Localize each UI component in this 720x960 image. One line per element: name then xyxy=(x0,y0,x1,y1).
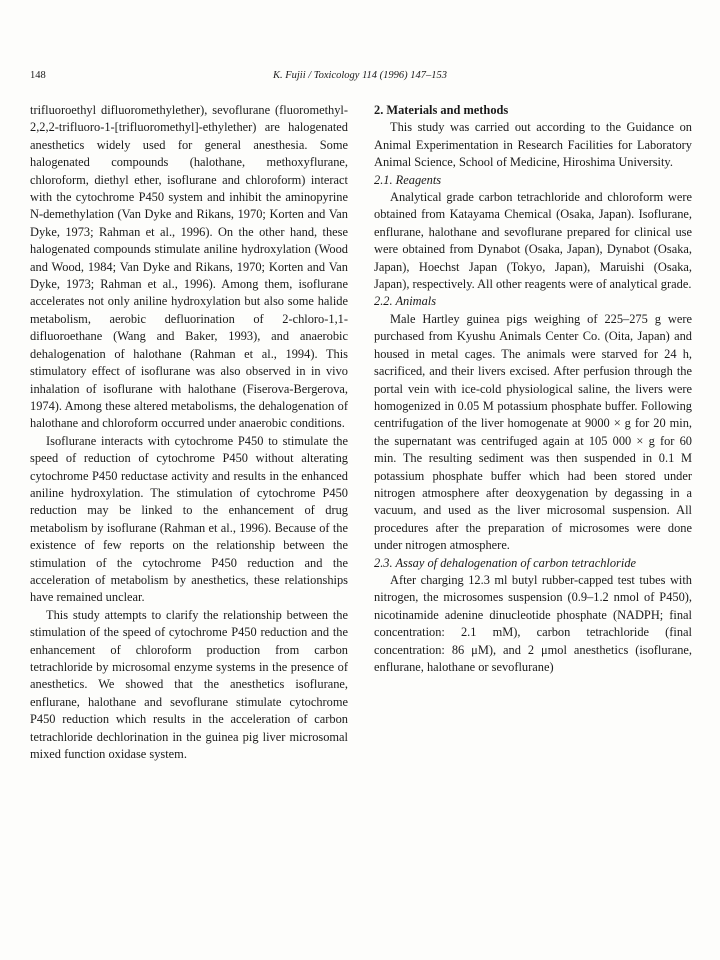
running-header xyxy=(30,70,690,86)
paragraph-ethics: This study was carried out according to the Guidance on Animal Experimentation in Research Facilities for Laboratory Animal Science, School of Medicine, Hiroshima University. xyxy=(374,120,692,170)
subsection-title-animals: 2.2. Animals xyxy=(374,294,437,309)
left-column xyxy=(30,102,348,763)
running-head: K. Fujii / Toxicology 114 (1996) 147–153 xyxy=(272,70,448,81)
page-number: 148 xyxy=(30,70,46,81)
paragraph-assay: After charging 12.3 ml butyl rubber-capped test tubes with nitrogen, the microsomes suspension (0.9–1.2 nmol of P450), nicotinamide adenine dinucleotide phosphate (NADPH; final concentration: 2.1 mM), carbon tetrachloride (final concentration: 86 μM), and 2 μmol anesthetics (isoflurane, enflurane, halothane or sevoflurane) xyxy=(374,572,692,674)
section-title-materials-methods: 2. Materials and methods xyxy=(374,103,509,117)
subsection-title-reagents: 2.1. Reagents xyxy=(374,172,442,187)
paragraph-animals: Male Hartley guinea pigs weighing of 225–275 g were purchased from Kyushu Animals Center Co. (Oita, Japan) and housed in metal cages. The animals were starved for 24 h, sacrificed, and their livers excised. After perfusion through the portal vein with ice-cold physiological saline, the livers were homogenized in 0.05 M potassium phosphate buffer. Following centrifugation of the liver homogenate at 9000 × g for 20 min, the supernatant was centrifuged again at 105 000 × g for 60 min. The resulting sediment was then suspended in 0.1 M potassium phosphate buffer which had been stored under nitrogen atmosphere after deoxygenation by degassing in a vacuum, and used as the liver microsomal suspension. All procedures after the preparation of microsomes were done under nitrogen atmosphere. xyxy=(374,311,692,553)
subsection-title-assay: 2.3. Assay of dehalogenation of carbon tetrachloride xyxy=(374,555,637,570)
paragraph-intro-continued: trifluoroethyl difluoromethylether), sevoflurane (fluoromethyl-2,2,2-trifluoro-1-[trifluoromethyl]-ethylether) are halogenated anesthetics widely used for general anesthesia. Some halogenated compounds (halothane, methoxyflurane, chloroform, diethyl ether, isoflurane and chloroform) interact with the cytochrome P450 system and inhibit the aminopyrine N-demethylation (Van Dyke and Rikans, 1970; Korten and Van Dyke, 1973; Rahman et al., 1996). On the other hand, these halogenated compounds stimulate aniline hydroxylation (Wood and Wood, 1984; Van Dyke and Rikans, 1970; Korten and Van Dyke, 1973; Rahman et al., 1996). Among them, isoflurane accelerates not only aniline hydroxylation but also some halide metabolism, aerobic defluorination of 2-chloro-1,1-difluoroethane (Wang and Baker, 1993), and anaerobic dehalogenation of halothane (Rahman et al., 1994). This stimulatory effect of isoflurane was also observed in in vivo inhalation of isoflurane with halothane (Fiserova-Bergerova, 1974). Among these altered metabolisms, the dehalogenation of halothane and chloroform occurred under anaerobic conditions. xyxy=(30,103,348,431)
paragraph-isoflurane-interaction: Isoflurane interacts with cytochrome P450 to stimulate the speed of reduction of cytochrome P450 without alterating cytochrome P450 reductase activity and results in the enhanced aniline hydroxylation. The stimulation of cytochrome P450 reduction may be linked to the enhancement of drug metabolism by isoflurane (Rahman et al., 1996). Because of the existence of few reports on the relationship between the stimulation of the cytochrome P450 reduction and the acceleration of metabolism by anesthetics, these relationships have remained unclear. xyxy=(30,433,348,605)
right-column xyxy=(374,102,692,676)
paragraph-reagents: Analytical grade carbon tetrachloride and chloroform were obtained from Katayama Chemical (Osaka, Japan). Isoflurane, enflurane, halothane and sevoflurane prepared for clinical use were obtained from Dynabot (Osaka, Japan), Dynabot (Osaka, Japan), Hoechst Japan (Tokyo, Japan), Maruishi (Osaka, Japan), respectively. All other reagents were of analytical grade. xyxy=(374,190,692,292)
paragraph-study-aim: This study attempts to clarify the relationship between the stimulation of the speed of cytochrome P450 reduction and the enhancement of chloroform production from carbon tetrachloride by microsomal enzyme systems in the presence of anesthetics. We showed that the anesthetics isoflurane, enflurane, halothane and sevoflurane stimulate cytochrome P450 reduction which results in the acceleration of carbon tetrachloride dechlorination in the guinea pig liver microsomal mixed function oxidase system. xyxy=(30,607,348,762)
